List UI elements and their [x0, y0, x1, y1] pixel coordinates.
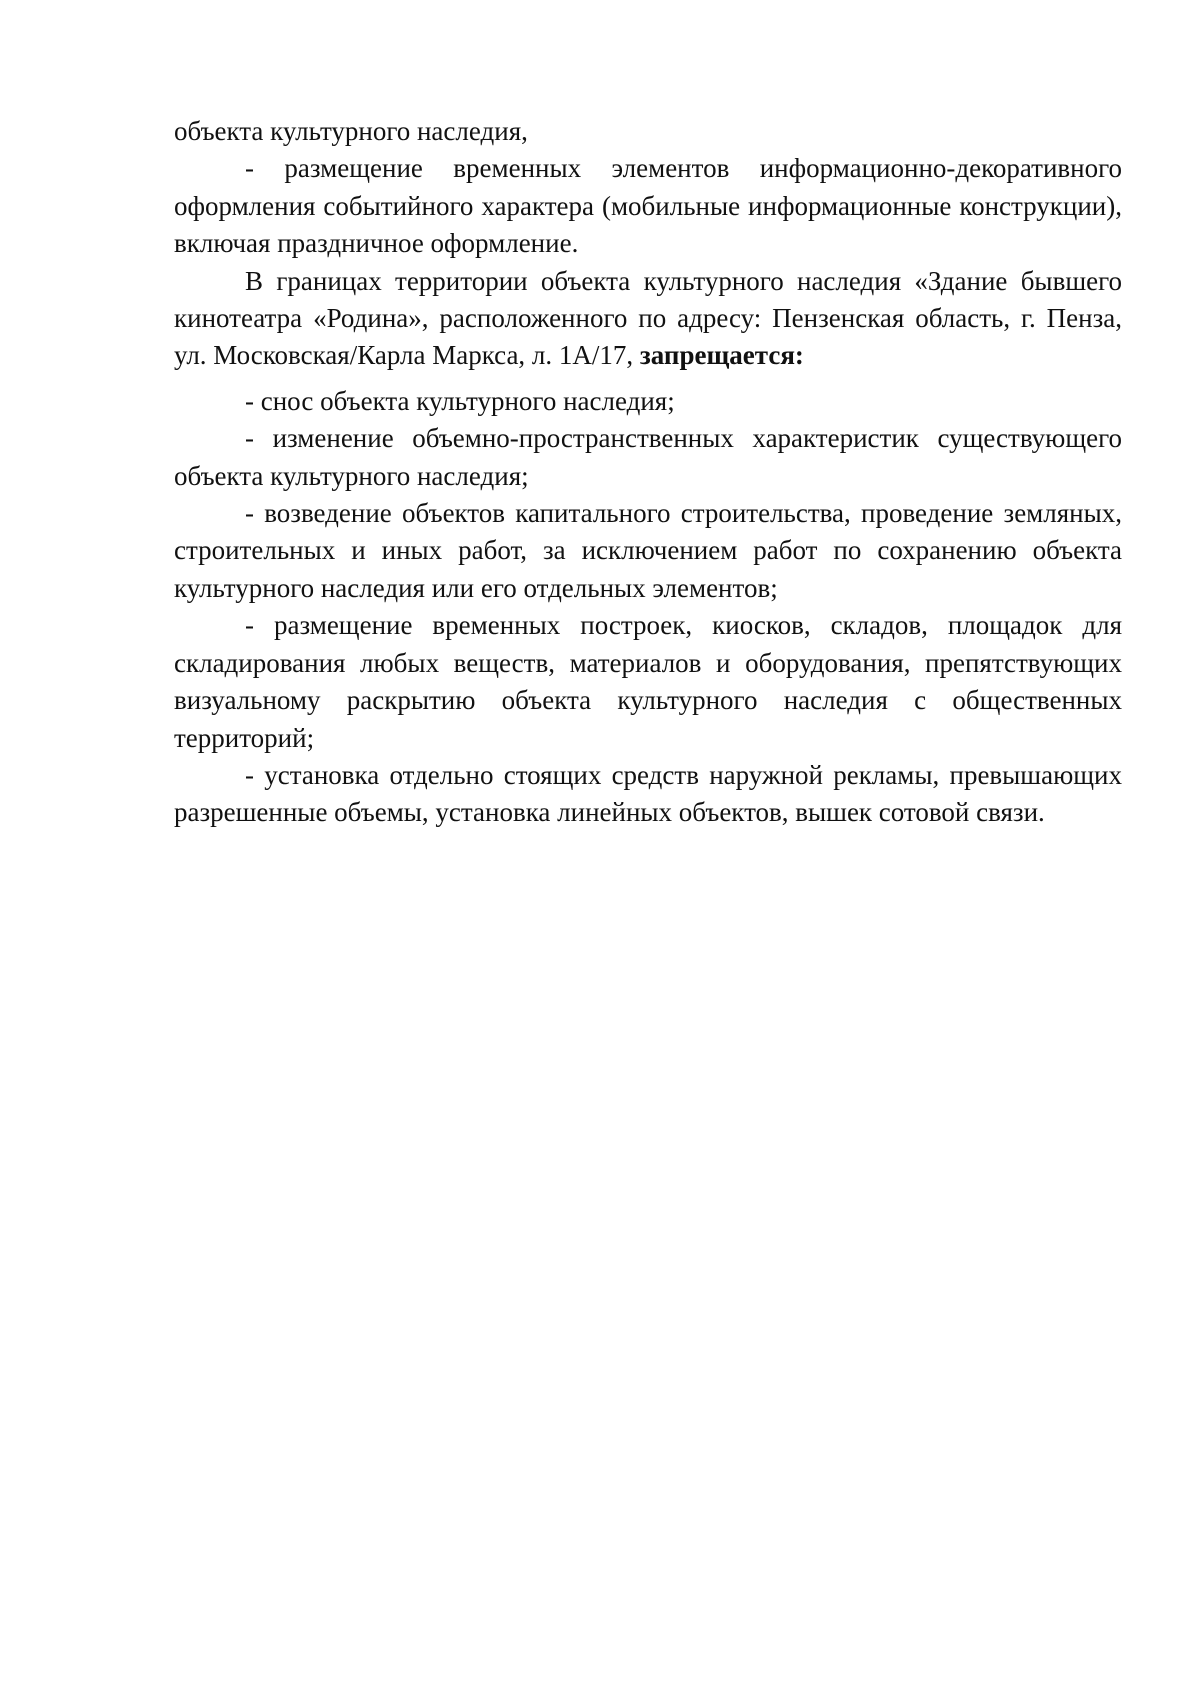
paragraph-territory-text: В границах территории объекта культурного наследия «Здание бывшего кинотеатра «Родина», расположенного по адресу: Пензенская область, г. Пенза, ул. Московская/Карла Маркса, л. 1А/17, [174, 265, 1122, 371]
list-item-construction: - возведение объектов капитального строительства, проведение земляных, строительных и иных работ, за исключением работ по сохранению объекта культурного наследия или его отдельных элементов; [174, 498, 1122, 603]
prohibited-heading: запрещается: [639, 340, 804, 371]
list-item-temporary-structures: - размещение временных построек, киосков, складов, площадок для складирования любых веществ, материалов и оборудования, препятствующих визуальному раскрытию объекта культурного наследия с общественных территорий; [174, 610, 1122, 753]
paragraph-continuation: объекта культурного наследия, [174, 116, 528, 146]
document-body [174, 113, 1122, 832]
paragraph-temporary-decorative-elements: - размещение временных элементов информационно-декоративного оформления событийного характера (мобильные информационные конструкции), включая праздничное оформление. [174, 153, 1122, 259]
list-item-demolition: - снос объекта культурного наследия; [245, 385, 675, 416]
list-item-volume-change: - изменение объемно-пространственных характеристик существующего объекта культурного наследия; [174, 423, 1122, 491]
paragraph-territory-prohibitions-intro [174, 263, 1122, 375]
list-item-advertising: - установка отдельно стоящих средств наружной рекламы, превышающих разрешенные объемы, установка линейных объектов, вышек сотовой связи. [174, 759, 1122, 828]
